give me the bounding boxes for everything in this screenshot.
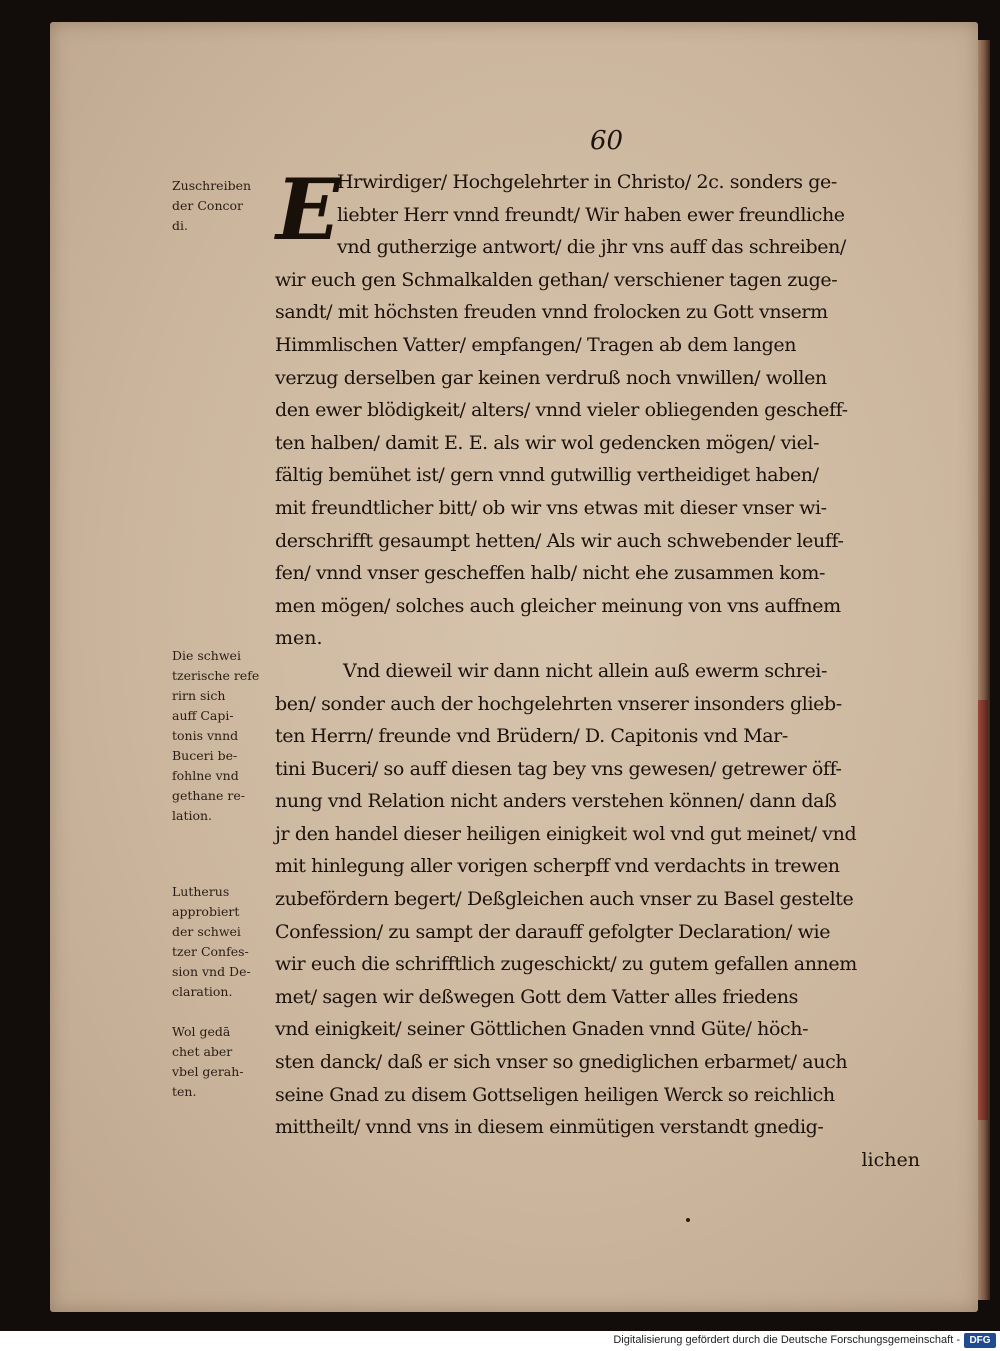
text-line: vnd einigkeit/ seiner Göttlichen Gnaden vnnd Güte/ höch- <box>275 1018 809 1041</box>
margin-note-line: auff Capi- <box>172 708 234 723</box>
margin-note-line: Lutherus <box>172 884 230 899</box>
margin-note-line: Buceri be- <box>172 748 238 763</box>
text-line: mit freundtlicher bitt/ ob wir vns etwas mit dieser vnser wi- <box>275 496 827 519</box>
margin-note-3 <box>172 882 267 1002</box>
margin-note-line: tonis vnnd <box>172 728 239 743</box>
margin-note-line: fohlne vnd <box>172 768 239 783</box>
text-line: sten danck/ daß er sich vnser so gnediglichen erbarmet/ auch <box>275 1051 848 1074</box>
text-line: nung vnd Relation nicht anders verstehen können/ dann daß <box>275 790 837 813</box>
margin-note-line: rirn sich <box>172 688 226 703</box>
margin-note-line: der Concor <box>172 198 243 213</box>
text-line: jr den handel dieser heiligen einigkeit wol vnd gut meinet/ vnd <box>275 822 857 845</box>
text-line: ten Herrn/ freunde vnd Brüdern/ D. Capitonis vnd Mar- <box>275 725 788 748</box>
text-line: mittheilt/ vnnd vns in diesem einmütigen verstandt gnedig- <box>275 1116 824 1139</box>
text-line: wir euch die schrifftlich zugeschickt/ zu gutem gefallen annem <box>275 953 857 976</box>
text-line: sandt/ mit höchsten freuden vnnd frolocken zu Gott vnserm <box>275 301 828 324</box>
text-line: seine Gnad zu disem Gottseligen heiligen Werck so reichlich <box>275 1083 835 1106</box>
text-line: zubefördern begert/ Deßgleichen auch vnser zu Basel gestelte <box>275 888 854 911</box>
margin-note-2 <box>172 646 267 826</box>
margin-note-line: claration. <box>172 984 233 999</box>
margin-note-line: lation. <box>172 808 213 823</box>
text-line: derschrifft gesaumpt hetten/ Als wir auch schwebender leuff- <box>275 529 844 552</box>
text-line: ben/ sonder auch der hochgelehrten vnserer insonders glieb- <box>275 692 842 715</box>
text-line: mit hinlegung aller vorigen scherpff vnd verdachts in trewen <box>275 855 840 878</box>
text-line: Confession/ zu sampt der darauff gefolgter Declaration/ wie <box>275 920 831 943</box>
text-line: den ewer blödigkeit/ alters/ vnnd vieler obliegenden gescheff- <box>275 399 848 422</box>
margin-note-line: Wol gedā <box>172 1024 231 1039</box>
margin-note-line: chet aber <box>172 1044 233 1059</box>
ink-dot <box>686 1218 690 1222</box>
text-line: fen/ vnnd vnser gescheffen halb/ nicht ehe zusammen kom- <box>275 562 826 585</box>
funding-notice: Digitalisierung gefördert durch die Deutsche Forschungsgemeinschaft - <box>613 1334 960 1346</box>
margin-note-line: Die schwei <box>172 648 241 663</box>
text-line: men. <box>275 627 323 650</box>
margin-note-line: tzerische refe <box>172 668 260 683</box>
text-line: Himmlischen Vatter/ empfangen/ Tragen ab dem langen <box>275 333 797 356</box>
drop-cap-initial: E <box>276 160 341 259</box>
text-line: wir euch gen Schmalkalden gethan/ verschiener tagen zuge- <box>275 268 838 291</box>
dfg-logo: DFG <box>964 1333 996 1348</box>
text-line: vnd gutherzige antwort/ die jhr vns auff das schreiben/ <box>337 236 846 259</box>
margin-note-4 <box>172 1022 267 1102</box>
margin-note-line: vbel gerah- <box>172 1064 244 1079</box>
body-text <box>275 160 925 1176</box>
margin-note-line: der schwei <box>172 924 241 939</box>
page-number: 60 <box>590 126 624 156</box>
margin-note-line: approbiert <box>172 904 240 919</box>
text-line: fältig bemühet ist/ gern vnnd gutwillig vertheidiget haben/ <box>275 464 819 487</box>
margin-note-line: tzer Confes- <box>172 944 249 959</box>
margin-note-line: gethane re- <box>172 788 245 803</box>
text-line: liebter Herr vnnd freundt/ Wir haben ewer freundliche <box>337 203 845 226</box>
text-line: verzug derselben gar keinen verdruß noch vnwillen/ wollen <box>275 366 827 389</box>
text-line: Vnd dieweil wir dann nicht allein auß ewerm schrei- <box>343 659 827 682</box>
catchword: lichen <box>861 1148 920 1171</box>
margin-note-line: sion vnd De- <box>172 964 251 979</box>
margin-note-line: di. <box>172 218 188 233</box>
footer-bar <box>0 1331 1000 1351</box>
text-line: ten halben/ damit E. E. als wir wol gedencken mögen/ viel- <box>275 431 820 454</box>
margin-note-line: ten. <box>172 1084 197 1099</box>
text-line: men mögen/ solches auch gleicher meinung von vns auffnem <box>275 594 841 617</box>
text-line: tini Buceri/ so auff diesen tag bey vns gewesen/ getrewer öff- <box>275 757 842 780</box>
margin-note-1 <box>172 176 267 236</box>
text-line: met/ sagen wir deßwegen Gott dem Vatter alles friedens <box>275 985 798 1008</box>
page-edge-binding <box>978 700 988 1120</box>
text-line: Hrwirdiger/ Hochgelehrter in Christo/ 2c. sonders ge- <box>337 171 837 193</box>
margin-note-line: Zuschreiben <box>172 178 252 193</box>
